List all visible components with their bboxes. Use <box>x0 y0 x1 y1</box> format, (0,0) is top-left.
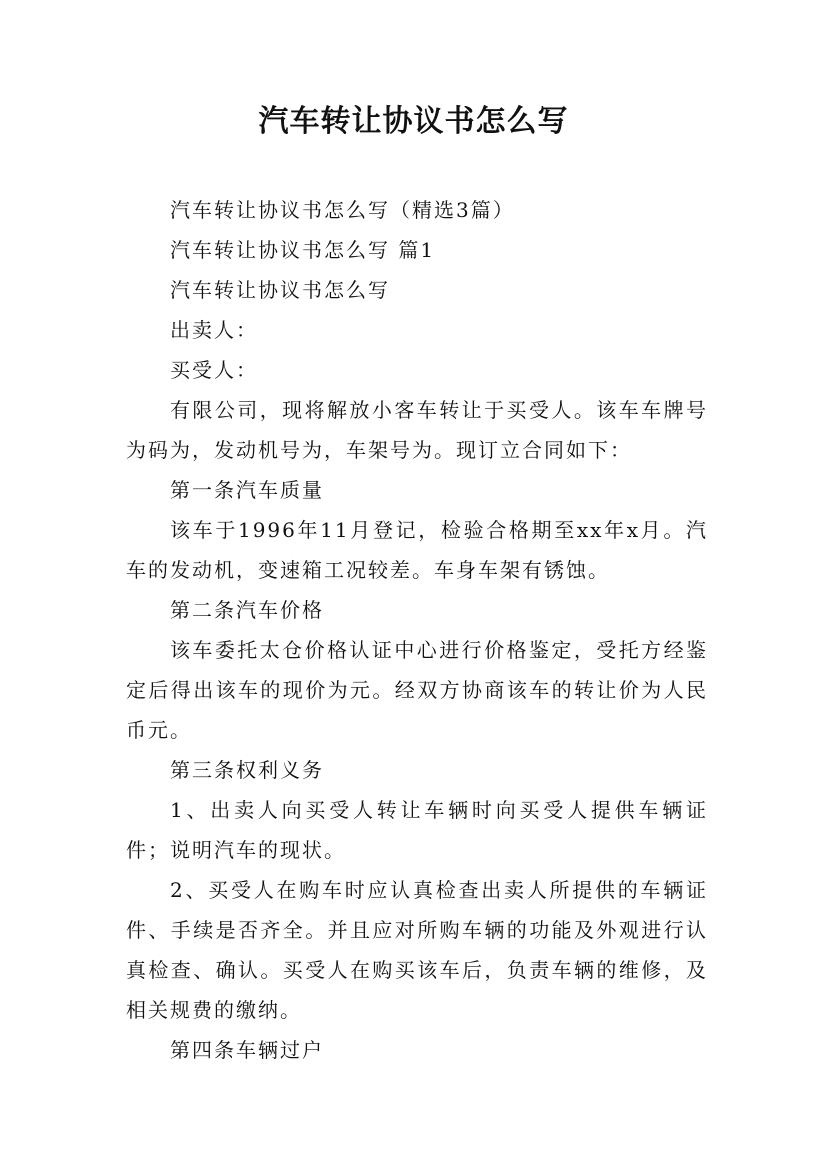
document-body <box>126 190 708 1070</box>
document-title: 汽车转让协议书怎么写 <box>258 104 569 139</box>
paragraph-article-4-heading: 第四条车辆过户 <box>170 1038 324 1062</box>
paragraph-article-2-body: 该车委托太仓价格认证中心进行价格鉴定，受托方经鉴定后得出该车的现价为元。经双方协商该车的转让价为人民币元。 <box>126 638 708 742</box>
paragraph-article-3-heading: 第三条权利义务 <box>170 758 324 782</box>
paragraph-agreement-title: 汽车转让协议书怎么写 <box>170 278 390 302</box>
paragraph-article-1-heading: 第一条汽车质量 <box>170 478 324 502</box>
paragraph-article-3-item-1: 1、出卖人向买受人转让车辆时向买受人提供车辆证件；说明汽车的现状。 <box>126 798 708 862</box>
paragraph-subtitle: 汽车转让协议书怎么写（精选3篇） <box>170 198 515 222</box>
paragraph-seller: 出卖人： <box>170 318 258 342</box>
paragraph-buyer: 买受人： <box>170 358 258 382</box>
paragraph-article-2-heading: 第二条汽车价格 <box>170 598 324 622</box>
paragraph-section-heading: 汽车转让协议书怎么写 篇1 <box>170 238 436 262</box>
paragraph-article-3-item-2: 2、买受人在购车时应认真检查出卖人所提供的车辆证件、手续是否齐全。并且应对所购车辆的功能及外观进行认真检查、确认。买受人在购买该车后，负责车辆的维修，及相关规费的缴纳。 <box>126 878 708 1022</box>
paragraph-intro: 有限公司，现将解放小客车转让于买受人。该车车牌号为码为，发动机号为，车架号为。现订立合同如下： <box>126 398 708 462</box>
paragraph-article-1-body: 该车于1996年11月登记，检验合格期至xx年x月。汽车的发动机，变速箱工况较差。车身车架有锈蚀。 <box>126 518 708 582</box>
